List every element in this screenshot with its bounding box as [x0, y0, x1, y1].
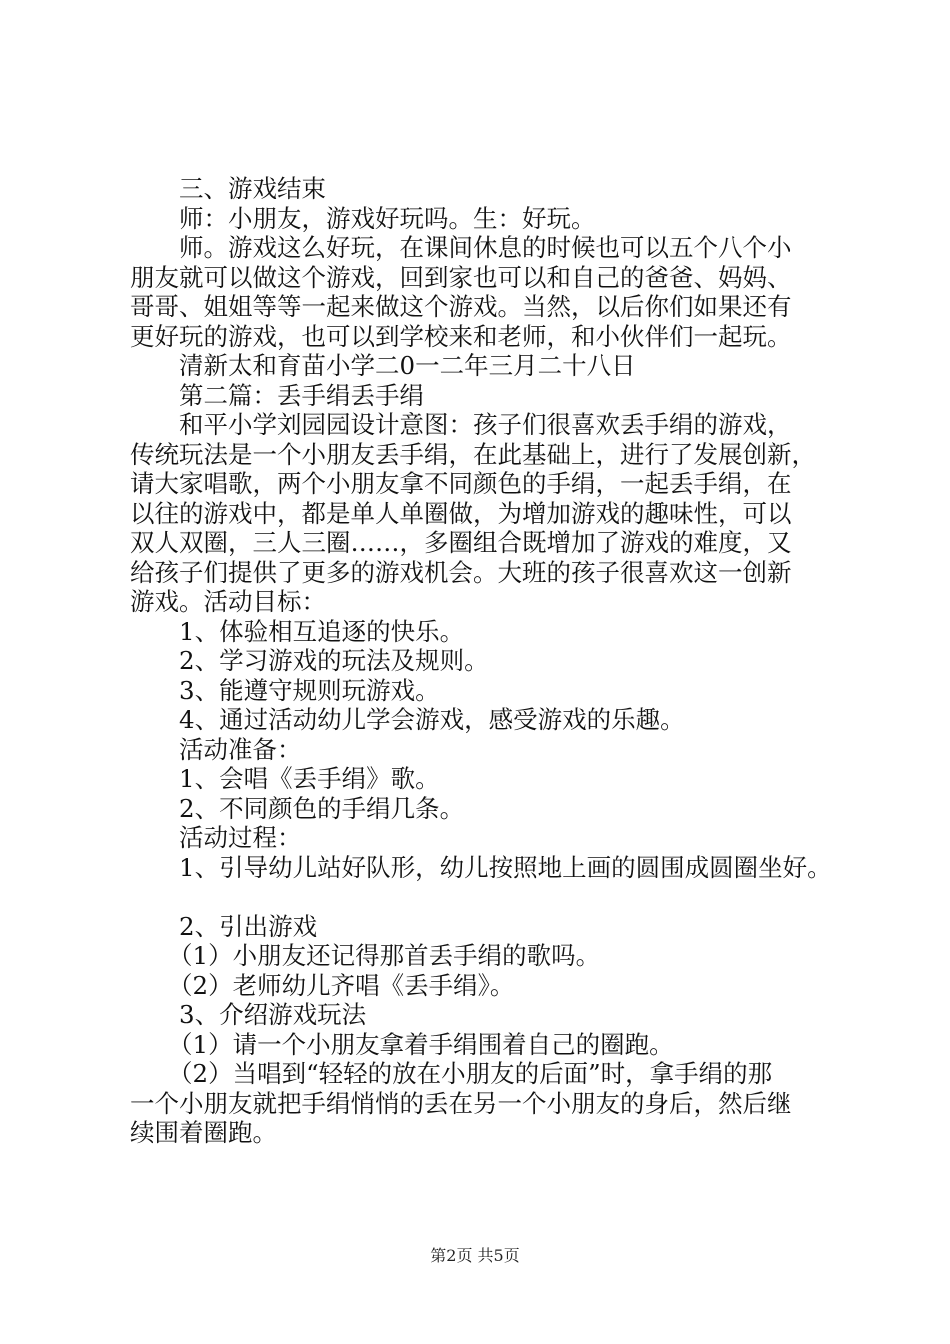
- list-item: （1）小朋友还记得那首丢手绢的歌吗。: [168, 941, 601, 970]
- list-item: 2、学习游戏的玩法及规则。: [179, 646, 489, 675]
- page-footer: 第2页 共5页: [430, 1246, 520, 1265]
- list-item: （1）请一个小朋友拿着手绢围着自己的圈跑。: [168, 1029, 674, 1059]
- section-heading: 活动准备：: [179, 734, 302, 764]
- paragraph-continuation: 哥哥、姐姐等等一起来做这个游戏。当然，以后你们如果还有: [130, 292, 792, 321]
- school-date-line: 清新太和育苗小学二0一二年三月二十八日: [179, 351, 636, 380]
- list-item: 4、通过活动幼儿学会游戏，感受游戏的乐趣。: [179, 705, 685, 734]
- paragraph: 师。游戏这么好玩，在课间休息的时候也可以五个八个小: [179, 233, 792, 262]
- blank-line: [130, 882, 850, 912]
- list-item: 1、体验相互追逐的快乐。: [179, 616, 465, 646]
- paragraph-continuation: 传统玩法是一个小朋友丢手绢，在此基础上，进行了发展创新，: [130, 439, 816, 469]
- section-heading: 三、游戏结束: [179, 174, 326, 203]
- list-item: （2）当唱到“轻轻的放在小朋友的后面”时，拿手绢的那: [168, 1059, 773, 1088]
- paragraph-continuation: 请大家唱歌，两个小朋友拿不同颜色的手绢，一起丢手绢，在: [130, 469, 792, 498]
- list-item: 2、不同颜色的手绢几条。: [179, 793, 465, 823]
- paragraph-continuation: 朋友就可以做这个游戏，回到家也可以和自己的爸爸、妈妈、: [130, 262, 792, 292]
- paragraph-continuation: 更好玩的游戏，也可以到学校来和老师，和小伙伴们一起玩。: [130, 321, 792, 351]
- list-item: 2、引出游戏: [179, 911, 318, 941]
- paragraph-continuation: 给孩子们提供了更多的游戏机会。大班的孩子很喜欢这一创新: [130, 557, 792, 587]
- paragraph-continuation: 双人双圈，三人三圈……，多圈组合既增加了游戏的难度，又: [130, 528, 792, 557]
- paragraph-continuation: 一个小朋友就把手绢悄悄的丢在另一个小朋友的身后，然后继: [130, 1088, 792, 1118]
- list-item: 3、介绍游戏玩法: [179, 1000, 367, 1029]
- list-item: （2）老师幼儿齐唱《丢手绢》。: [168, 970, 515, 1000]
- paragraph-continuation: 以往的游戏中，都是单人单圈做，为增加游戏的趣味性，可以: [130, 498, 792, 528]
- section-heading: 活动过程：: [179, 823, 302, 852]
- paragraph: 师：小朋友，游戏好玩吗。生：好玩。: [179, 203, 596, 233]
- list-item: 3、能遵守规则玩游戏。: [179, 675, 440, 705]
- document-body: [130, 174, 850, 1148]
- paragraph: 和平小学刘园园设计意图：孩子们很喜欢丢手绢的游戏，: [179, 410, 792, 439]
- chapter-title: 第二篇：丢手绢丢手绢: [179, 380, 424, 410]
- list-item: 1、引导幼儿站好队形，幼儿按照地上画的圆围成圆圈坐好。: [179, 852, 832, 882]
- paragraph-continuation: 游戏。活动目标：: [130, 587, 326, 616]
- paragraph-continuation: 续围着圈跑。: [130, 1118, 277, 1147]
- list-item: 1、会唱《丢手绢》歌。: [179, 764, 440, 793]
